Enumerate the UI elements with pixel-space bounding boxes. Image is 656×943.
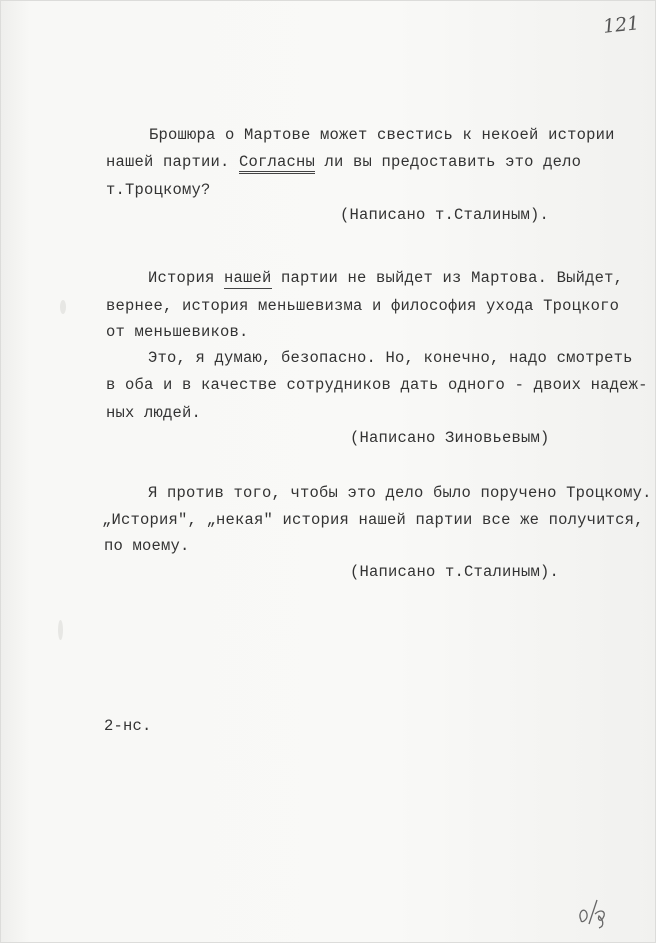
underlined-word: нашей <box>224 269 272 287</box>
text-line: Это, я думаю, безопасно. Но, конечно, надо смотреть <box>148 349 633 367</box>
text-line: „История", „некая" история нашей партии все же получится, <box>102 511 644 529</box>
underlined-word: Согласны <box>239 153 315 174</box>
text-line: вернее, история меньшевизма и философия ухода Троцкого <box>106 297 620 315</box>
text-line <box>106 152 581 172</box>
text-line: по моему. <box>104 537 190 555</box>
footer-code: 2-нс. <box>104 717 152 735</box>
signature-line: (Написано т.Сталиным). <box>340 206 550 224</box>
signature-line: (Написано т.Сталиным). <box>350 563 560 581</box>
text-segment: нашей партии. <box>106 153 240 171</box>
text-segment: партии не выйдет из Мартова. Выйдет, <box>271 269 624 287</box>
text-line: от меньшевиков. <box>106 323 249 341</box>
paper-smudge <box>58 620 63 640</box>
text-line: Я против того, чтобы это дело было поручено Троцкому. <box>148 484 652 502</box>
text-line: т.Троцкому? <box>106 181 211 199</box>
handwritten-mark-icon <box>575 890 615 930</box>
signature-line: (Написано Зиновьевым) <box>350 429 550 447</box>
text-line: ных людей. <box>106 404 202 422</box>
text-line <box>148 268 623 288</box>
paper-smudge <box>60 300 66 314</box>
text-segment: История <box>148 269 225 287</box>
text-line: в оба и в качестве сотрудников дать одного - двоих надеж- <box>106 376 648 394</box>
text-segment: ли вы предоставить это дело <box>315 153 582 171</box>
text-line: Брошюра о Мартове может свестись к некоей истории <box>149 126 615 144</box>
folio-number: 121 <box>601 12 641 38</box>
